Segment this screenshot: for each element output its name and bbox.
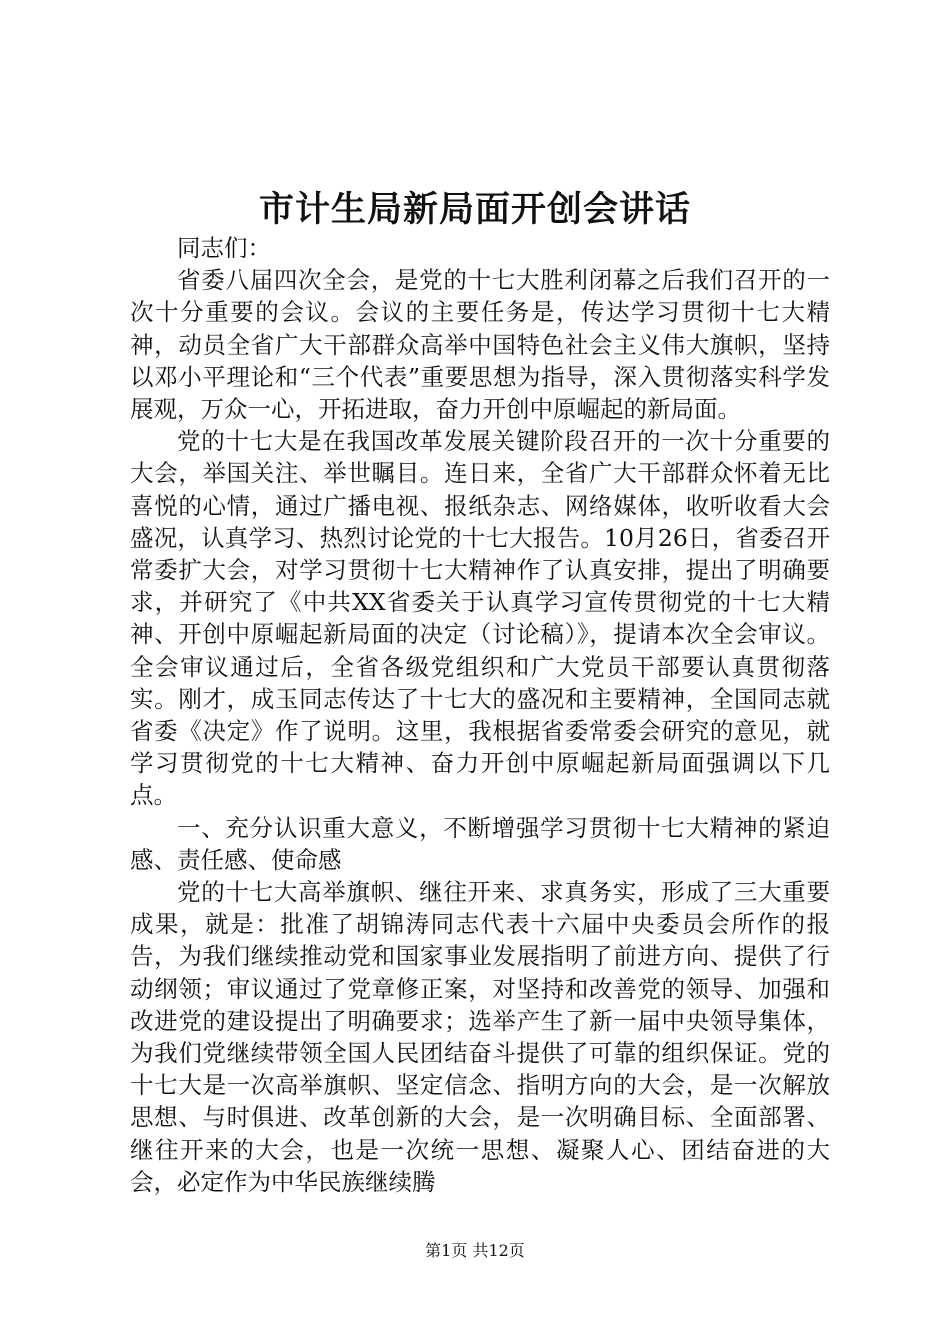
document-body [130, 232, 830, 1198]
paragraph: 党的十七大是在我国改革发展关键阶段召开的一次十分重要的大会，举国关注、举世瞩目。连日来，全省广大干部群众怀着无比喜悦的心情，通过广播电视、报纸杂志、网络媒体，收听收看大会盛况，认真学习、热烈讨论党的十七大报告。10月26日，省委召开常委扩大会，对学习贯彻十七大精神作了认真安排，提出了明确要求，并研究了《中共XX省委关于认真学习宣传贯彻党的十七大精神、开创中原崛起新局面的决定（讨论稿）》，提请本次全会审议。全会审议通过后，全省各级党组织和广大党员干部要认真贯彻落实。刚才，成玉同志传达了十七大的盛况和主要精神，全国同志就省委《决定》作了说明。这里，我根据省委常委会研究的意见，就学习贯彻党的十七大精神、奋力开创中原崛起新局面强调以下几点。 [130, 427, 830, 810]
document-title: 市计生局新局面开创会讲话 [258, 189, 691, 230]
section-heading: 一、充分认识重大意义，不断增强学习贯彻十七大精神的紧迫感、责任感、使命感 [130, 813, 830, 874]
paragraph-salutation: 同志们： [177, 234, 271, 262]
paragraph: 党的十七大高举旗帜、继往开来、求真务实，形成了三大重要成果，就是：批准了胡锦涛同志代表十六届中央委员会所作的报告，为我们继续推动党和国家事业发展指明了前进方向、提供了行动纲领；审议通过了党章修正案，对坚持和改善党的领导、加强和改进党的建设提出了明确要求；选举产生了新一届中央领导集体，为我们党继续带领全国人民团结奋斗提供了可靠的组织保证。党的十七大是一次高举旗帜、坚定信念、指明方向的大会，是一次解放思想、与时俱进、改革创新的大会，是一次明确目标、全面部署、继往开来的大会，也是一次统一思想、凝聚人心、团结奋进的大会，必定作为中华民族继续腾 [130, 878, 830, 1196]
page-footer: 第1页 共12页 [425, 1241, 525, 1260]
paragraph: 省委八届四次全会，是党的十七大胜利闭幕之后我们召开的一次十分重要的会议。会议的主要任务是，传达学习贯彻十七大精神，动员全省广大干部群众高举中国特色社会主义伟大旗帜，坚持以邓小平理论和“三个代表”重要思想为指导，深入贯彻落实科学发展观，万众一心，开拓进取，奋力开创中原崛起的新局面。 [130, 266, 830, 424]
